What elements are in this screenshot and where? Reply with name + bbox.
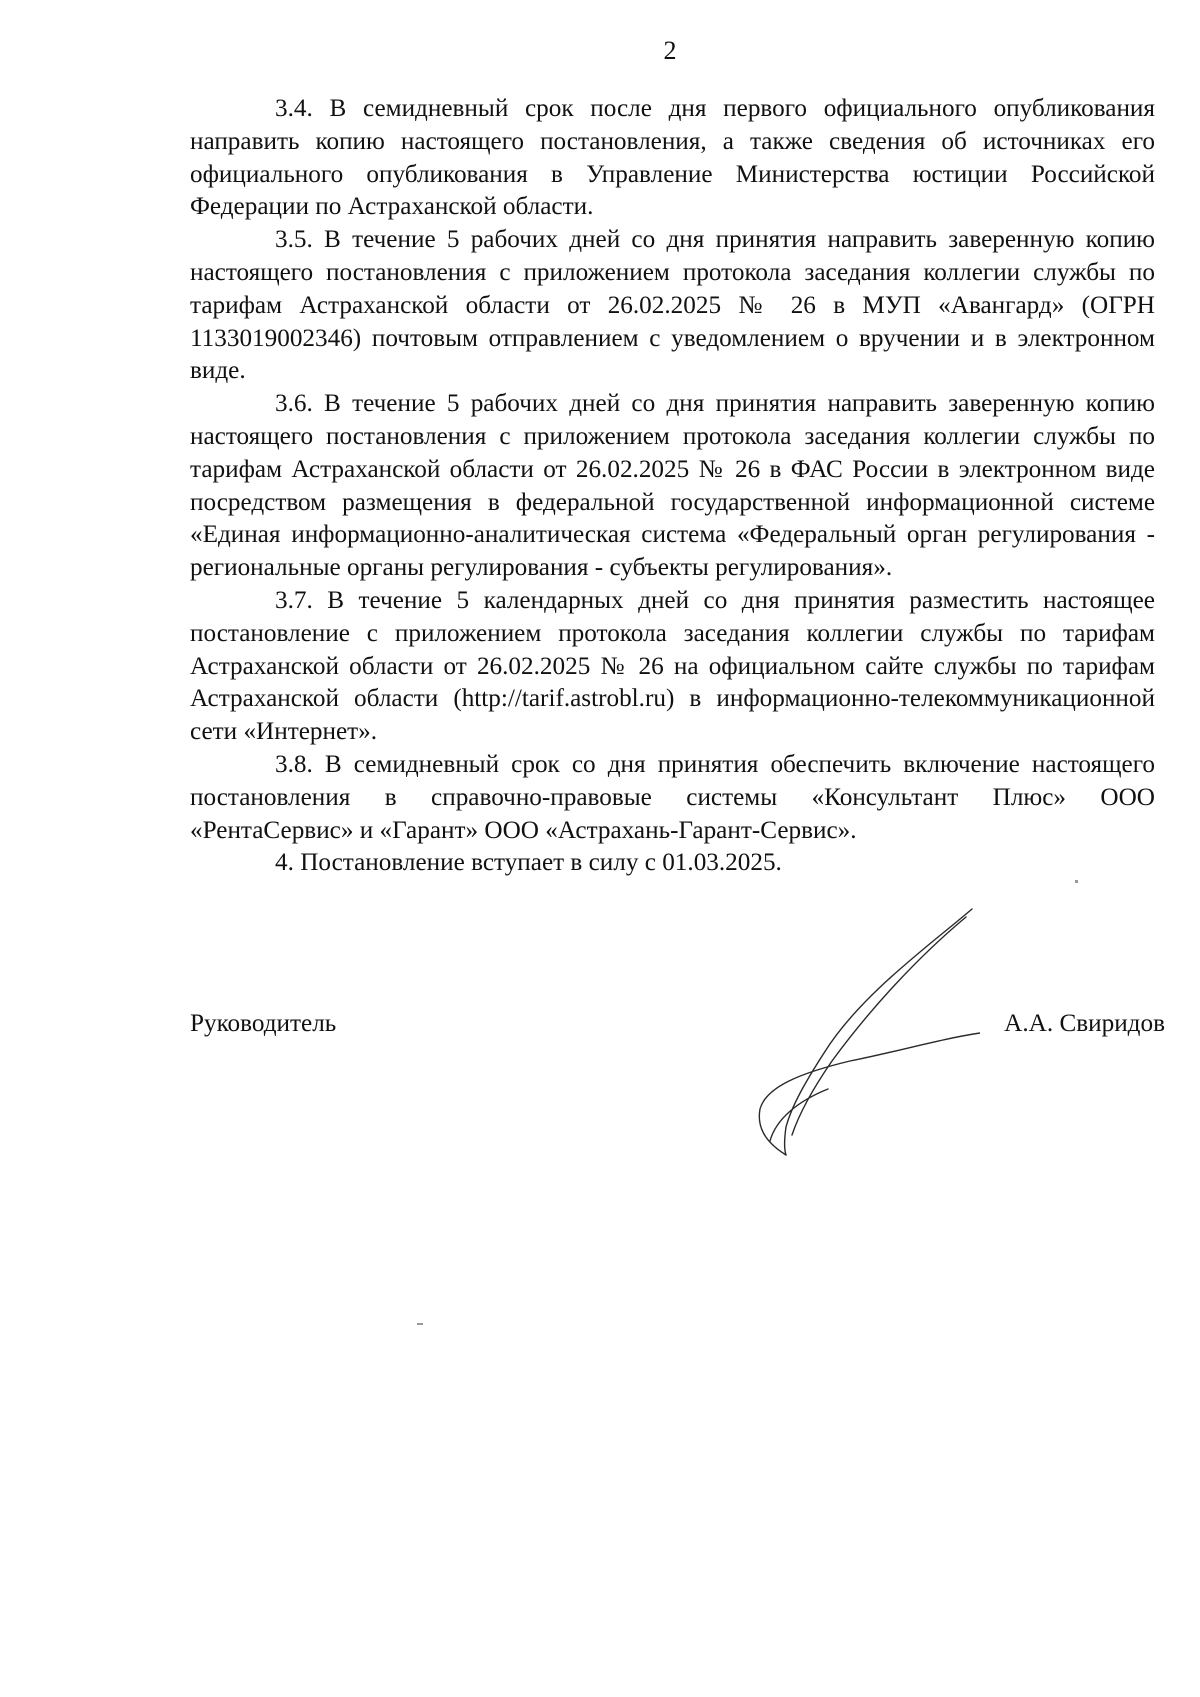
signer-name: А.А. Свиридов xyxy=(1004,1010,1165,1037)
paragraph-3-5: 3.5. В течение 5 рабочих дней со дня принятия направить заверенную копию настоящего постановления с приложением протокола заседания коллегии службы по тарифам Астраханской области от 26.02.2025 № 26 в МУП «Авангард» (ОГРН 1133019002346) почтовым отправлением с уведомлением о вручении и в электронном виде. xyxy=(190,226,1155,385)
page-number: 2 xyxy=(663,36,677,65)
paragraph-3-6: 3.6. В течение 5 рабочих дней со дня принятия направить заверенную копию настоящего постановления с приложением протокола заседания коллегии службы по тарифам Астраханской области от 26.02.2025 № 26 в ФАС России в электронном виде посредством размещения в федеральной государственной информационной системе «Единая информационно-аналитическая система «Федеральный орган регулирования - региональные органы регулирования - субъекты регулирования». xyxy=(190,390,1155,582)
paragraph-3-7: 3.7. В течение 5 календарных дней со дня принятия разместить настоящее постановление с приложением протокола заседания коллегии службы по тарифам Астраханской области от 26.02.2025 № 26 на официальном сайте службы по тарифам Астраханской области (http://tarif.astrobl.ru) в информационно-телекоммуникационной сети «Интернет». xyxy=(190,586,1155,746)
document-body xyxy=(190,93,1155,880)
paragraph-3-8: 3.8. В семидневный срок со дня принятия обеспечить включение настоящего постановления в справочно-правовые системы «Консультант Плюс» ООО «РентаСервис» и «Гарант» ООО «Астрахань-Гарант-Сервис». xyxy=(190,750,1155,844)
scan-speck xyxy=(1075,880,1078,883)
handwritten-signature xyxy=(740,905,980,1160)
paragraph-4: 4. Постановление вступает в силу с 01.03.2025. xyxy=(275,849,782,877)
scan-speck xyxy=(417,1323,423,1325)
paragraph-3-4: 3.4. В семидневный срок после дня первого официального опубликования направить копию настоящего постановления, а также сведения об источниках его официального опубликования в Управление Министерства юстиции Российской Федерации по Астраханской области. xyxy=(190,95,1155,221)
signature-block xyxy=(190,1010,1165,1050)
signer-position: Руководитель xyxy=(190,1010,337,1037)
